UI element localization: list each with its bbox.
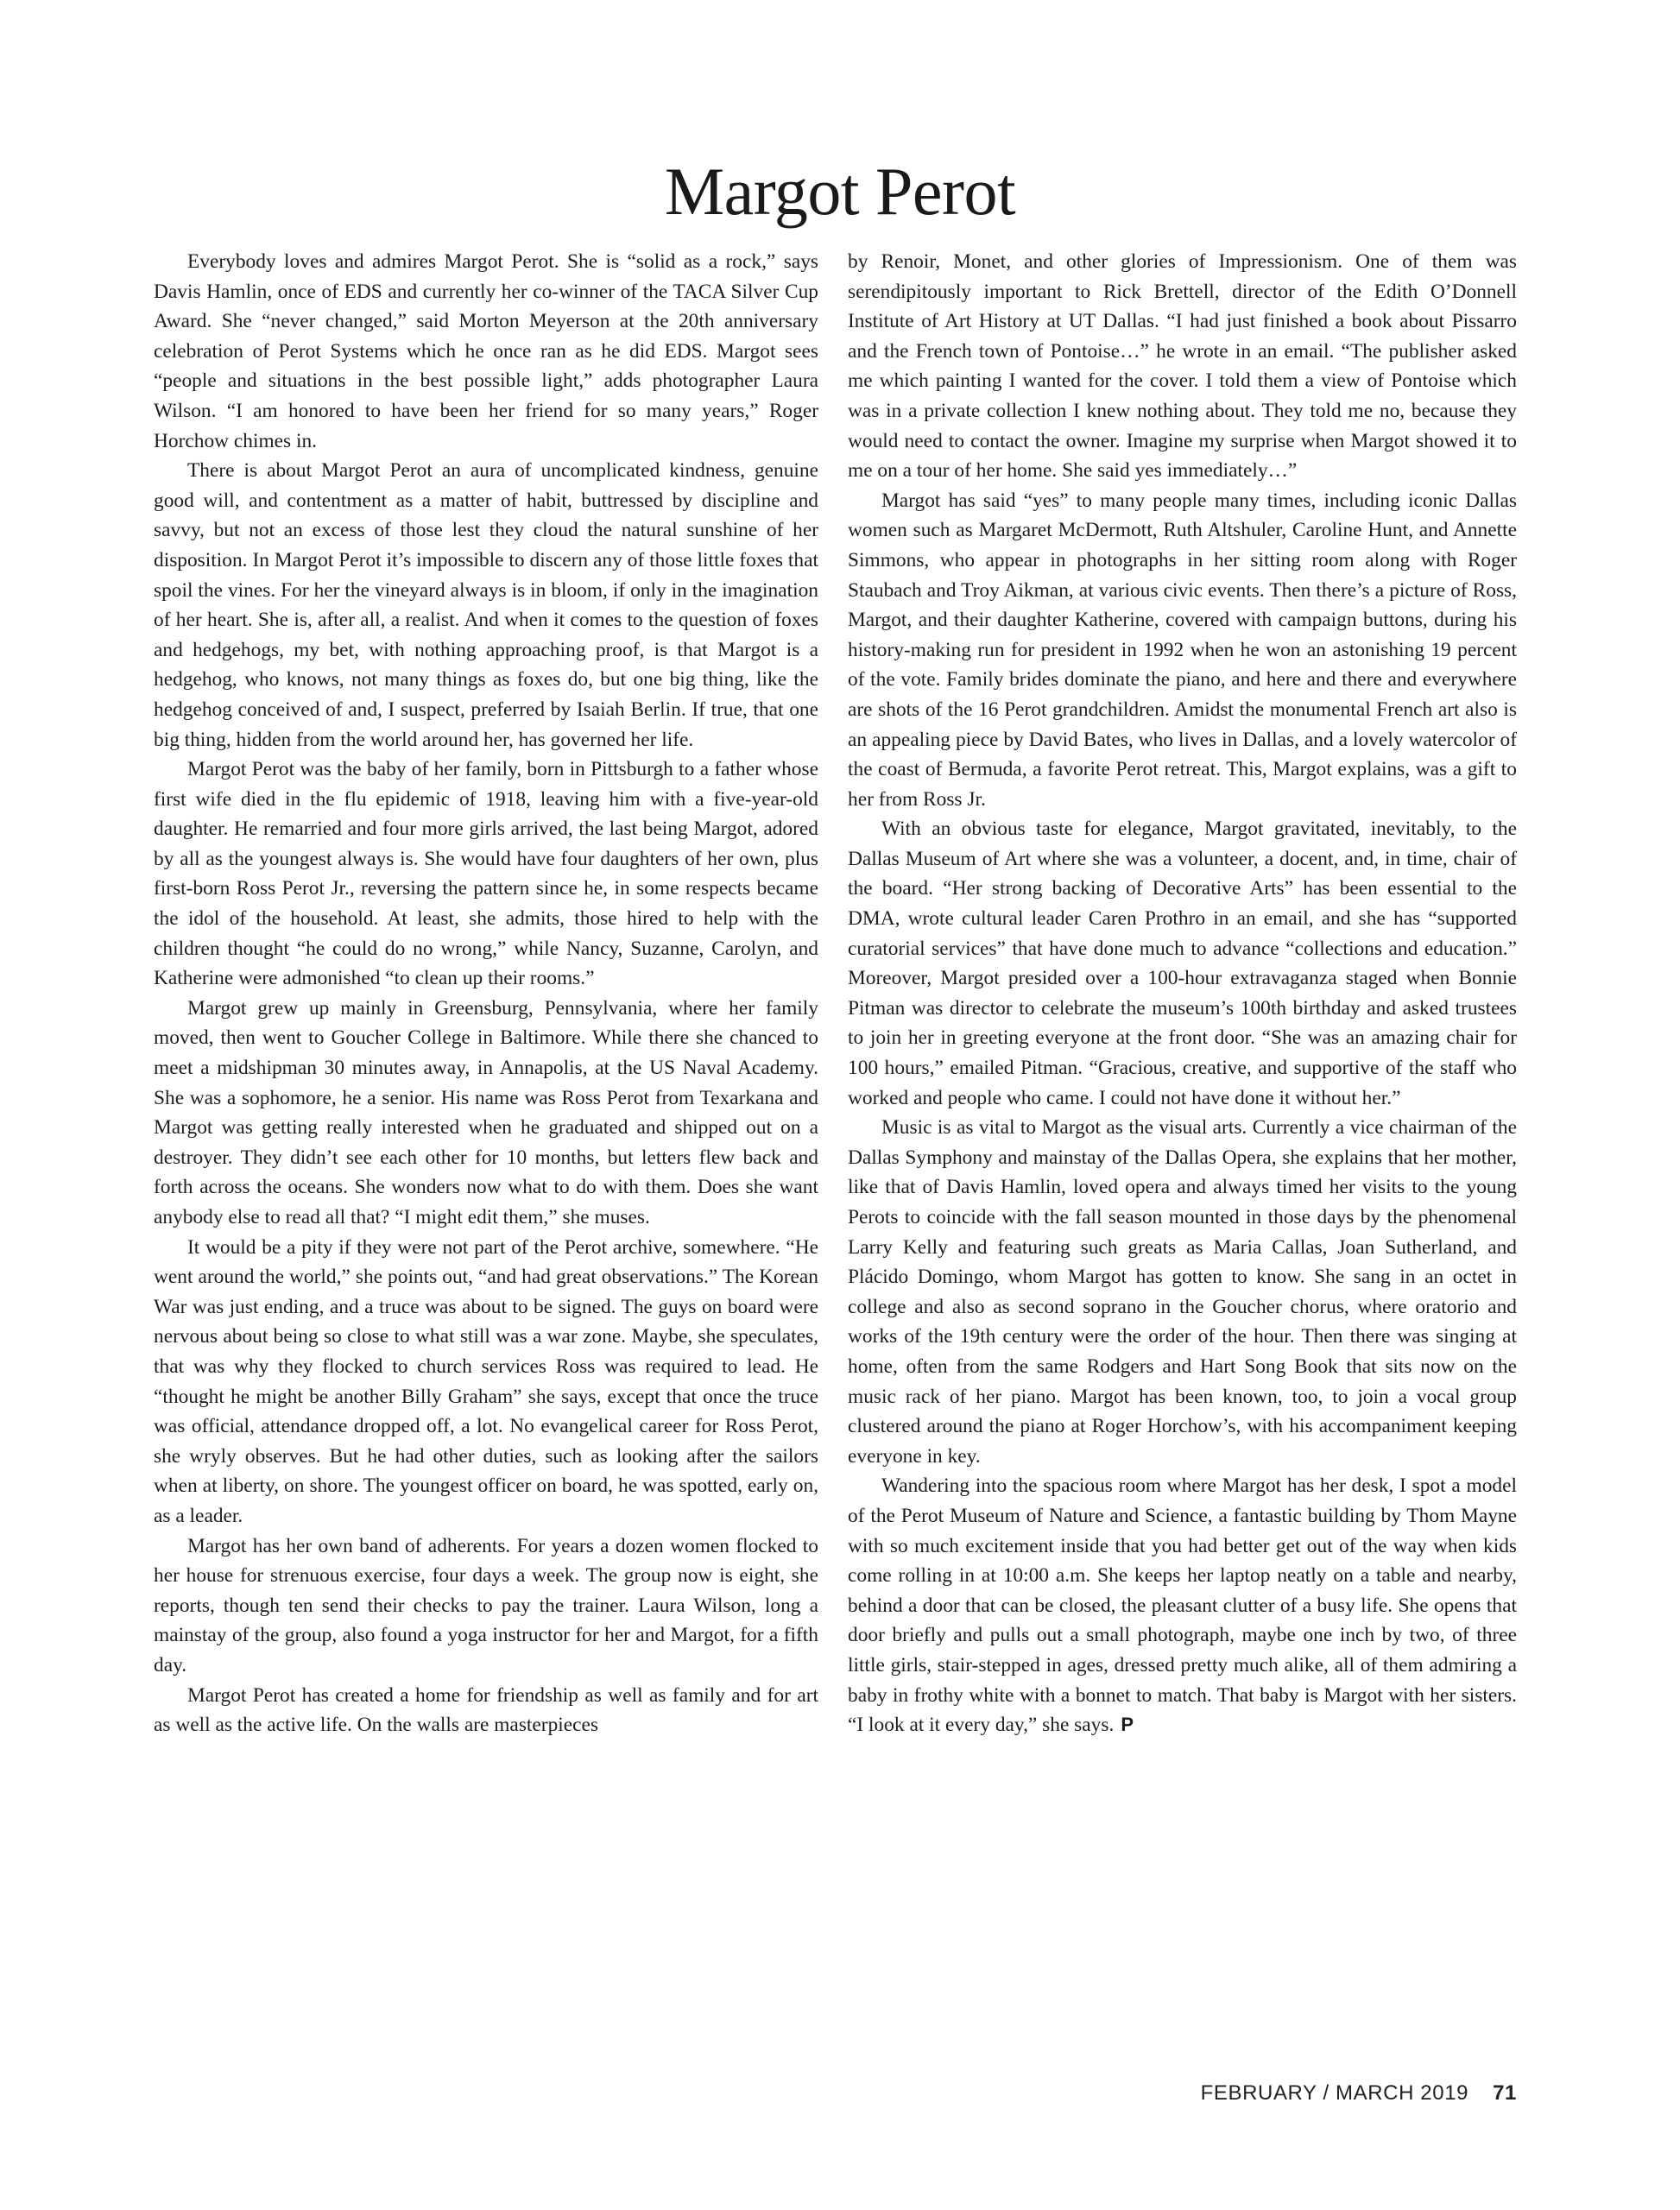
article-paragraph: With an obvious taste for elegance, Margot gravitated, inevitably, to the Dallas Museum of Art where she was a volunteer, a docent, and, in time, chair of the board. “Her strong backing of Decorative Arts” has been essential to the DMA, wrote cultural leader Caren Prothro in an email, and she has “supported curatorial services” that have done much to advance “collections and education.” Moreover, Margot presided over a 100-hour extravaganza staged when Bonnie Pitman was director to celebrate the museum’s 100th birthday and asked trustees to join her in greeting everyone at the front door. “She was an amazing chair for 100 hours,” emailed Pitman. “Gracious, creative, and supportive of the staff who worked and people who came. I could not have done it without her.” bbox=[848, 818, 1517, 1109]
article-paragraph: by Renoir, Monet, and other glories of Impressionism. One of them was serendipitously important to Rick Brettell, director of the Edith O’Donnell Institute of Art History at UT Dallas. “I had just finished a book about Pissarro and the French town of Pontoise…” he wrote in an email. “The publisher asked me which painting I wanted for the cover. I told them a view of Pontoise which was in a private collection I knew nothing about. They told me no, because they would need to contact the owner. Imagine my surprise when Margot showed it to me on a tour of her home. She said yes immediately…” bbox=[848, 250, 1517, 483]
article-paragraph: Music is as vital to Margot as the visual arts. Currently a vice chairman of the Dallas Symphony and mainstay of the Dallas Opera, she explains that her mother, like that of Davis Hamlin, loved opera and always timed her visits to the young Perots to coincide with the fall season mounted in those days by the phenomenal Larry Kelly and featuring such greats as Maria Callas, Joan Sutherland, and Plácido Domingo, whom Margot has gotten to know. She sang in an octet in college and also as second soprano in the Goucher chorus, where oratorio and works of the 19th century were the order of the hour. Then there was singing at home, often from the same Rodgers and Hart Song Book that sits now on the music rack of her piano. Margot has been known, too, to join a vocal group clustered around the piano at Roger Horchow’s, with his accompaniment keeping everyone in key. bbox=[848, 1116, 1517, 1468]
end-mark-icon: P bbox=[1121, 1714, 1134, 1736]
article-paragraph: Everybody loves and admires Margot Perot. She is “solid as a rock,” says Davis Hamlin, once of EDS and currently her co-winner of the TACA Silver Cup Award. She “never changed,” said Morton Meyerson at the 20th anniversary celebration of Perot Systems which he once ran as he did EDS. Margot sees “people and situations in the best possible light,” adds photographer Laura Wilson. “I am honored to have been her friend for so many years,” Roger Horchow chimes in. bbox=[154, 250, 818, 452]
article-paragraph-final bbox=[848, 1471, 1517, 1740]
article-column-right bbox=[848, 247, 1517, 1740]
final-paragraph-text: Wandering into the spacious room where Margot has her desk, I spot a model of the Perot Museum of Nature and Science, a fantastic building by Thom Mayne with so much excitement inside that you had better get out of the way when kids come rolling in at 10:00 a.m. She keeps her laptop neatly on a table and nearby, behind a door that can be closed, the pleasant clutter of a busy life. She opens that door briefly and pulls out a small photograph, maybe one inch by two, of three little girls, stair-stepped in ages, dressed pretty much alike, all of them admiring a baby in frothy white with a bonnet to match. That baby is Margot with her sisters. “I look at it every day,” she says. bbox=[848, 1474, 1517, 1737]
article-column-left bbox=[154, 247, 818, 1740]
issue-date: FEBRUARY / MARCH 2019 bbox=[1200, 2081, 1469, 2105]
article-paragraph: Margot grew up mainly in Greensburg, Pennsylvania, where her family moved, then went to Goucher College in Baltimore. While there she chanced to meet a midshipman 30 minutes away, in Annapolis, at the US Naval Academy. She was a sophomore, he a senior. His name was Ross Perot from Texarkana and Margot was getting really interested when he graduated and shipped out on a destroyer. They didn’t see each other for 10 months, but letters flew back and forth across the oceans. She wonders now what to do with them. Does she want anybody else to read all that? “I might edit them,” she muses. bbox=[154, 996, 818, 1228]
article-paragraph: Margot has said “yes” to many people many times, including iconic Dallas women such as Margaret McDermott, Ruth Altshuler, Caroline Hunt, and Annette Simmons, who appear in photographs in her sitting room along with Roger Staubach and Troy Aikman, at various civic events. Then there’s a picture of Ross, Margot, and their daughter Katherine, covered with campaign buttons, during his history-making run for president in 1992 when he won an astonishing 19 percent of the vote. Family brides dominate the piano, and here and there and everywhere are shots of the 16 Perot grandchildren. Amidst the monumental French art also is an appealing piece by David Bates, who lives in Dallas, and a lovely watercolor of the coast of Bermuda, a favorite Perot retreat. This, Margot explains, was a gift to her from Ross Jr. bbox=[848, 489, 1517, 811]
article-paragraph: Margot has her own band of adherents. For years a dozen women flocked to her house for strenuous exercise, four days a week. The group now is eight, she reports, though ten send their checks to pay the trainer. Laura Wilson, long a mainstay of the group, also found a yoga instructor for her and Margot, for a fifth day. bbox=[154, 1534, 818, 1676]
article-paragraph: Margot Perot was the baby of her family, born in Pittsburgh to a father whose first wife died in the flu epidemic of 1918, leaving him with a five-year-old daughter. He remarried and four more girls arrived, the last being Margot, adored by all as the youngest always is. She would have four daughters of her own, plus first-born Ross Perot Jr., reversing the pattern since he, in some respects became the idol of the household. At least, she admits, those hired to help with the children thought “he could do no wrong,” while Nancy, Suzanne, Carolyn, and Katherine were admonished “to clean up their rooms.” bbox=[154, 758, 818, 990]
article-paragraph: Margot Perot has created a home for friendship as well as family and for art as well as the active life. On the walls are masterpieces bbox=[154, 1683, 818, 1737]
page-footer bbox=[1201, 2081, 1517, 2106]
page-number: 71 bbox=[1493, 2081, 1517, 2105]
article-paragraph: There is about Margot Perot an aura of uncomplicated kindness, genuine good will, and contentment as a matter of habit, buttressed by discipline and savvy, but not an excess of those lest they cloud the natural sunshine of her disposition. In Margot Perot it’s impossible to discern any of those little foxes that spoil the vines. For her the vineyard always is in bloom, if only in the imagination of her heart. She is, after all, a realist. And when it comes to the question of foxes and hedgehogs, my bet, with nothing approaching proof, is that Margot is a hedgehog, who knows, not many things as foxes do, but one big thing, like the hedgehog conceived of and, I suspect, preferred by Isaiah Berlin. If true, that one big thing, hidden from the world around her, has governed her life. bbox=[154, 459, 818, 751]
page-title: Margot Perot bbox=[664, 154, 1016, 229]
article-paragraph: It would be a pity if they were not part of the Perot archive, somewhere. “He went around the world,” she points out, “and had great observations.” The Korean War was just ending, and a truce was about to be signed. The guys on board were nervous about being so close to what still was a war zone. Maybe, she speculates, that was why they flocked to church services Ross was required to lead. He “thought he might be another Billy Graham” she says, except that once the truce was official, attendance dropped off, a lot. No evangelical career for Ross Perot, she wryly observes. But he had other duties, such as looking after the sailors when at liberty, on shore. The youngest officer on board, he was spotted, early on, as a leader. bbox=[154, 1235, 818, 1527]
